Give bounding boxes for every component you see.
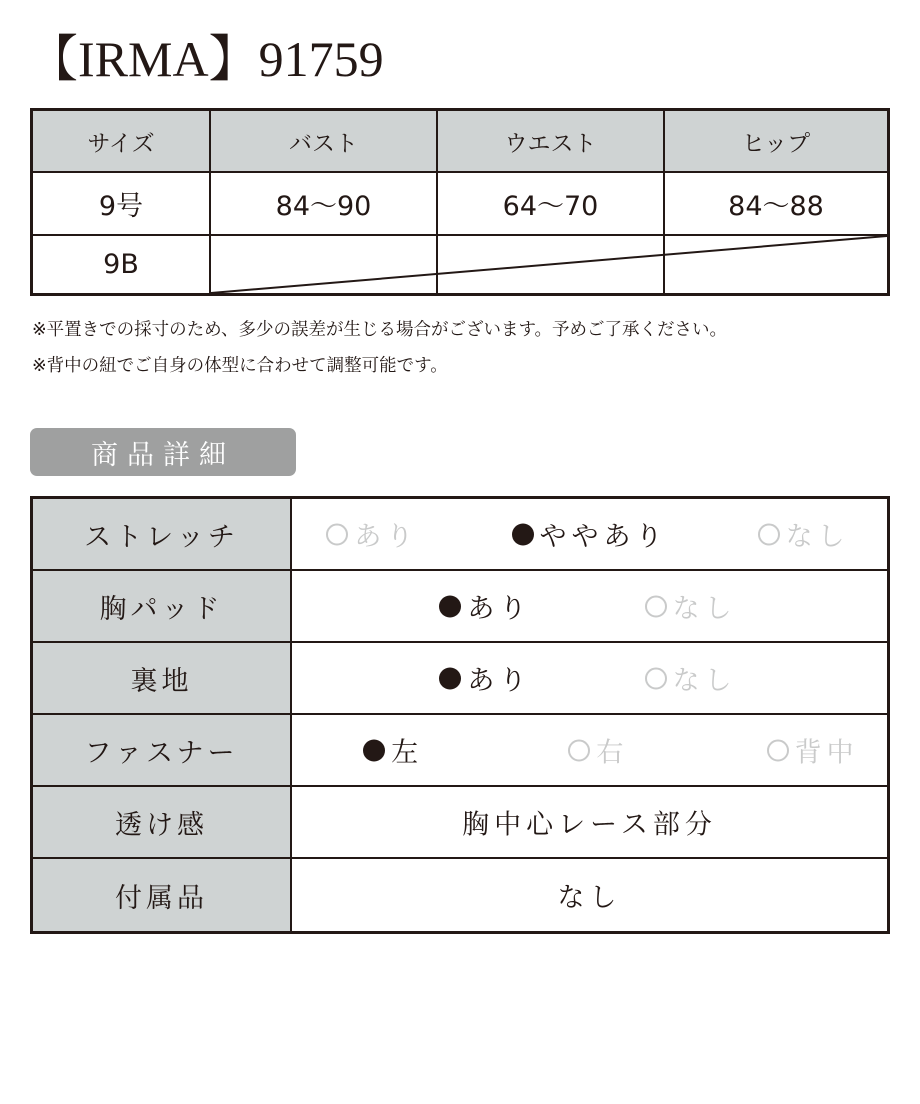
option-zipper-right (568, 731, 628, 770)
filled-circle-icon (439, 595, 461, 617)
option-label: あり (467, 665, 532, 697)
detail-label-bust-pad: 胸パッド (33, 571, 292, 641)
size-table (30, 108, 890, 296)
detail-value-bust-pad (292, 571, 887, 641)
option-lining-none (645, 659, 737, 698)
option-lining-yes (439, 659, 531, 698)
size-header-size: サイズ (33, 111, 211, 173)
size-row-2-size: 9B (33, 236, 211, 293)
option-stretch-none (758, 515, 850, 554)
option-label: なし (672, 665, 737, 697)
size-row-2-bust (211, 236, 438, 293)
option-label: あり (354, 521, 419, 553)
option-label: なし (785, 521, 850, 553)
detail-value-accessories (292, 859, 887, 931)
empty-circle-icon (568, 739, 590, 761)
detail-value-sheerness (292, 787, 887, 857)
size-grid (33, 111, 887, 293)
option-pad-yes (439, 587, 531, 626)
size-header-waist: ウエスト (438, 111, 665, 173)
filled-circle-icon (363, 739, 385, 761)
notes (32, 312, 727, 384)
detail-row-zipper (33, 715, 887, 787)
detail-row-lining (33, 643, 887, 715)
option-zipper-back (767, 731, 859, 770)
note-adjustable: ※背中の紐でご自身の体型に合わせて調整可能です。 (32, 356, 448, 376)
option-label: 右 (596, 737, 629, 769)
option-stretch-slight (512, 515, 668, 554)
option-stretch-yes (326, 515, 418, 554)
size-row-2-hip (665, 236, 887, 293)
size-row-1-waist: 64～70 (438, 173, 665, 236)
sheerness-text: 胸中心レース部分 (462, 809, 717, 841)
empty-circle-icon (645, 667, 667, 689)
accessories-text: なし (557, 882, 622, 914)
detail-value-stretch (292, 499, 887, 569)
detail-value-lining (292, 643, 887, 713)
detail-row-bust-pad (33, 571, 887, 643)
detail-label-accessories: 付属品 (33, 859, 292, 931)
detail-label-stretch: ストレッチ (33, 499, 292, 569)
detail-row-stretch (33, 499, 887, 571)
detail-label-zipper: ファスナー (33, 715, 292, 785)
empty-circle-icon (645, 595, 667, 617)
detail-label-lining: 裏地 (33, 643, 292, 713)
empty-circle-icon (758, 523, 780, 545)
detail-table (30, 496, 890, 934)
option-label: なし (672, 593, 737, 625)
detail-label-sheerness: 透け感 (33, 787, 292, 857)
size-row-1-hip: 84～88 (665, 173, 887, 236)
empty-circle-icon (767, 739, 789, 761)
size-row-2-waist (438, 236, 665, 293)
size-header-bust: バスト (211, 111, 438, 173)
detail-row-accessories (33, 859, 887, 931)
option-label: あり (467, 593, 532, 625)
note-measurement: ※平置きでの採寸のため、多少の誤差が生じる場合がございます。予めご了承ください。 (32, 320, 728, 340)
size-row-1-size: 9号 (33, 173, 211, 236)
size-row-1-bust: 84～90 (211, 173, 438, 236)
page-title: 【IRMA】91759 (28, 31, 384, 87)
empty-circle-icon (326, 523, 348, 545)
detail-value-zipper (292, 715, 887, 785)
option-zipper-left (363, 731, 423, 770)
option-label: 背中 (794, 737, 859, 769)
filled-circle-icon (512, 523, 534, 545)
option-label: ややあり (539, 521, 668, 553)
option-pad-none (645, 587, 737, 626)
filled-circle-icon (439, 667, 461, 689)
size-header-hip: ヒップ (665, 111, 887, 173)
section-title-badge: 商品詳細 (30, 428, 296, 476)
option-label: 左 (391, 737, 424, 769)
detail-row-sheerness (33, 787, 887, 859)
